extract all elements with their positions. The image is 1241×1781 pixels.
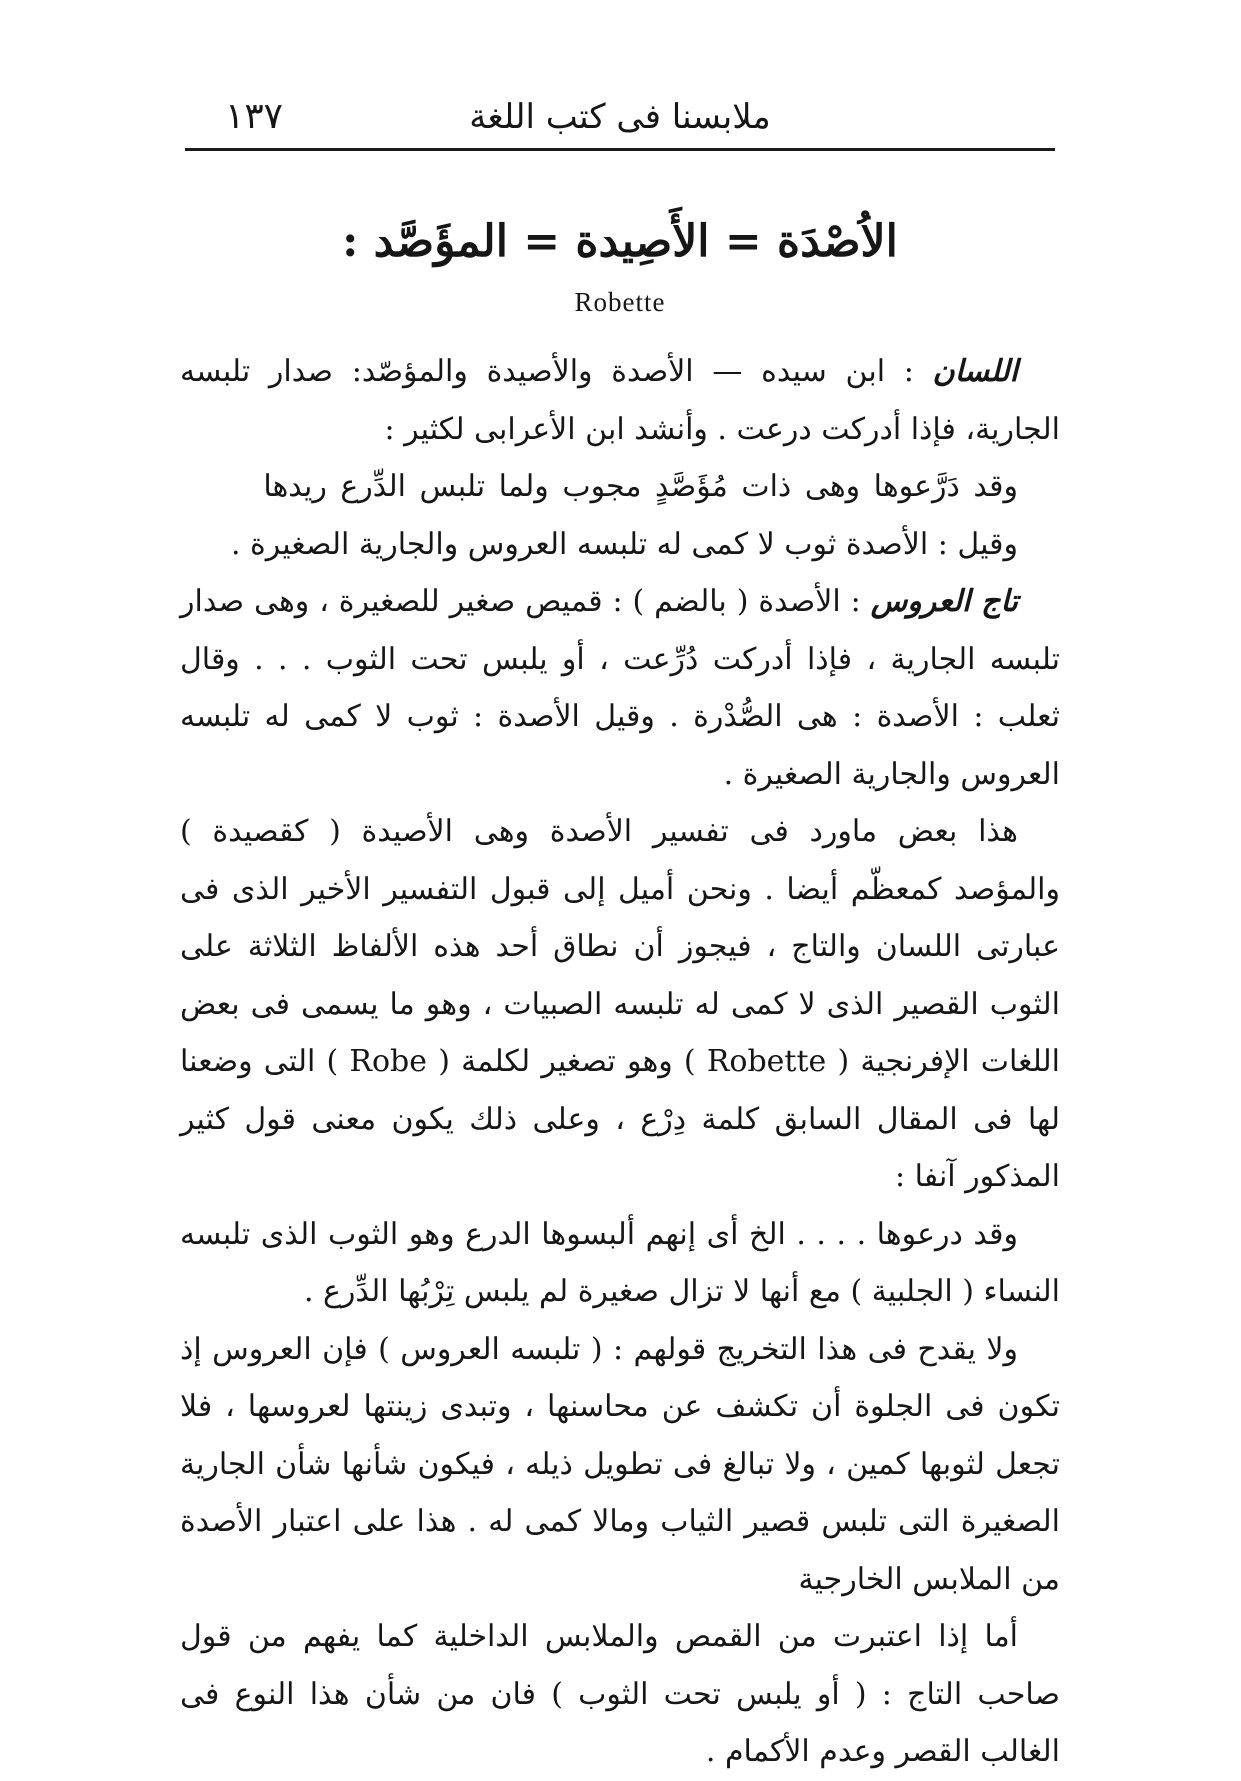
body-text (180, 343, 1060, 1781)
paragraph-lisan (180, 343, 1060, 458)
paragraph-text: وقيل : الأصدة ثوب لا كمى له تلبسه العروس والجارية الصغيرة . (230, 526, 1018, 562)
running-title: ملابسنا فى كتب اللغة (469, 97, 771, 137)
paragraph-taj (180, 573, 1060, 803)
paragraph-text: وقد درعوها . . . . الخ أى إنهم ألبسوها الدرع وهو الثوب الذى تلبسه النساء ( الجلبية ) مع أنها لا تزال صغيرة لم يلبس تِرْبُها الدِّرع . (180, 1216, 1060, 1309)
source-label: اللسان (932, 354, 1018, 389)
header-rule (185, 148, 1055, 151)
source-label: تاج العروس (870, 584, 1018, 619)
running-header (185, 92, 1055, 142)
paragraph-text: أما إذا اعتبرت من القمص والملابس الداخلية كما يفهم من قول صاحب التاج : ( أو يلبس تحت الثوب ) فان من شأن هذا النوع فى الغالب القصر وعدم الأكمام . (180, 1619, 1060, 1769)
section-subheading: Robette (574, 287, 666, 317)
paragraph-text: ولا يقدح فى هذا التخريج قولهم : ( تلبسه العروس ) فإن العروس إذ تكون فى الجلوة أن تكشف عن محاسنها ، وتبدى زينتها لعروسها ، فلا تجعل لثوبها كمين ، ولا تبالغ فى تطويل ذيله ، فيكون شأنها شأن الجارية الصغيرة التى تلبس قصير الثياب ومالا كمى له . هذا على اعتبار الأصدة من الملابس الخارجية (180, 1331, 1060, 1597)
verse-line: وقد دَرَّعوها وهى ذات مُؤَصَّدٍ مجوب ولما تلبس الدِّرع ريدها (263, 469, 1018, 504)
paragraph-text: : الأصدة ( بالضم ) : قميص صغير للصغيرة ، وهى صدار تلبسه الجارية ، فإذا أدركت دُرِّعت ، أو يلبس تحت الثوب . . . وقال ثعلب : الأصدة : هى الصُّدْرة . وقيل الأصدة : ثوب لا كمى له تلبسه العروس والجارية الصغيرة . (180, 584, 1060, 792)
page-number: ١٣٧ (225, 96, 284, 137)
paragraph-text: هذا بعض ماورد فى تفسير الأصدة وهى الأصيدة ( كقصيدة ) والمؤصد كمعظّم أيضا . ونحن أميل إلى قبول التفسير الأخير الذى فى عبارتى اللسان والتاج ، فيجوز أن نطاق أحد هذه الألفاظ الثلاثة على الثوب القصير الذى لا كمى له تلبسه الصبيات ، وهو ما يسمى فى بعض اللغات الإفرنجية ( Robette ) وهو تصغير لكلمة ( Robe ) التى وضعنا لها فى المقال السابق كلمة دِرْع ، وعلى ذلك يكون معنى قول كثير المذكور آنفا : (180, 814, 1060, 1194)
paragraph-text: : ابن سيده — الأصدة والأصيدة والمؤصّد: صدار تلبسه الجارية، فإذا أدركت درعت . وأنشد ابن الأعرابى لكثير : (180, 354, 1060, 447)
section-heading: الاُصْدَة = الأَصِيدة = المؤَصَّد : (342, 216, 898, 267)
